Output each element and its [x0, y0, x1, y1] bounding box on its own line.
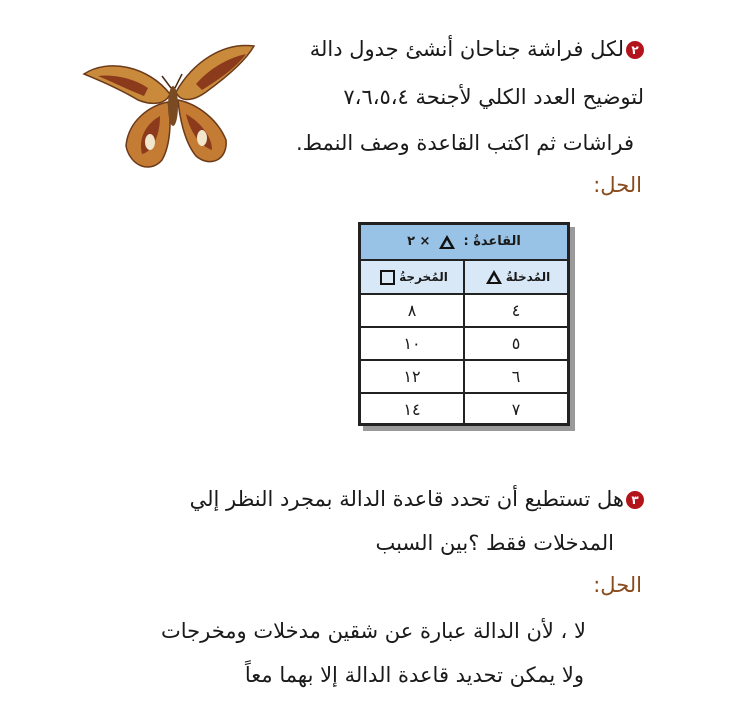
q3-answer-text-2: ولا يمكن تحديد قاعدة الدالة إلا بهما معاً: [244, 663, 584, 687]
output-header-label: المُخرجةُ: [399, 270, 448, 284]
q2-line-3: [296, 128, 634, 158]
butterfly-illustration: [78, 36, 258, 176]
q3-answer-text-1: لا ، لأن الدالة عبارة عن شقين مدخلات ومخرجات: [160, 619, 586, 643]
q2-line-1: [310, 34, 644, 64]
q2-text-line-1: لكل فراشة جناحان أنشئ جدول دالة: [309, 37, 624, 61]
q2-solution-label: الحل:: [593, 173, 642, 197]
input-cell: ٧: [463, 394, 567, 425]
input-cell: ٥: [463, 328, 567, 359]
input-cell: ٦: [463, 361, 567, 392]
table-row: [361, 295, 567, 328]
question-number-badge: ٢: [626, 41, 644, 59]
rule-label: القاعدةُ :: [463, 234, 521, 249]
q3-text-line-1: هل تستطيع أن تحدد قاعدة الدالة بمجرد النظر إلي: [189, 487, 624, 511]
q3-answer-line-2: [245, 660, 584, 690]
q3-text-line-2: المدخلات فقط ؟بين السبب: [375, 531, 614, 555]
output-cell: ١٠: [403, 334, 421, 353]
input-header-cell: [463, 261, 567, 293]
table-row: [361, 361, 567, 394]
rule-expression: × ٢: [407, 234, 431, 249]
triangle-icon: [486, 270, 502, 284]
triangle-icon: [439, 235, 455, 249]
q3-line-2: [375, 528, 614, 558]
output-header-cell: [361, 261, 463, 293]
table-header-row: [361, 261, 567, 295]
table-row: [361, 394, 567, 425]
table-rule-row: [361, 225, 567, 261]
table-row: [361, 328, 567, 361]
q2-text-line-3: فراشات ثم اكتب القاعدة وصف النمط.: [295, 131, 634, 155]
output-cell: ٨: [407, 301, 417, 320]
input-cell: ٤: [463, 295, 567, 326]
q3-line-1: [190, 484, 644, 514]
output-cell: ١٤: [403, 400, 421, 419]
output-cell: ١٢: [403, 367, 421, 386]
q3-solution-label: الحل:: [593, 573, 642, 597]
square-icon: [380, 270, 395, 285]
question-number-badge: ٣: [626, 491, 644, 509]
q2-text-line-2: لتوضيح العدد الكلي لأجنحة ٧،٦،٥،٤: [343, 85, 644, 109]
input-header-label: المُدخلةُ: [505, 270, 551, 284]
q2-line-2: [343, 82, 644, 112]
q3-answer-line-1: [161, 616, 586, 646]
function-table: [358, 222, 570, 426]
